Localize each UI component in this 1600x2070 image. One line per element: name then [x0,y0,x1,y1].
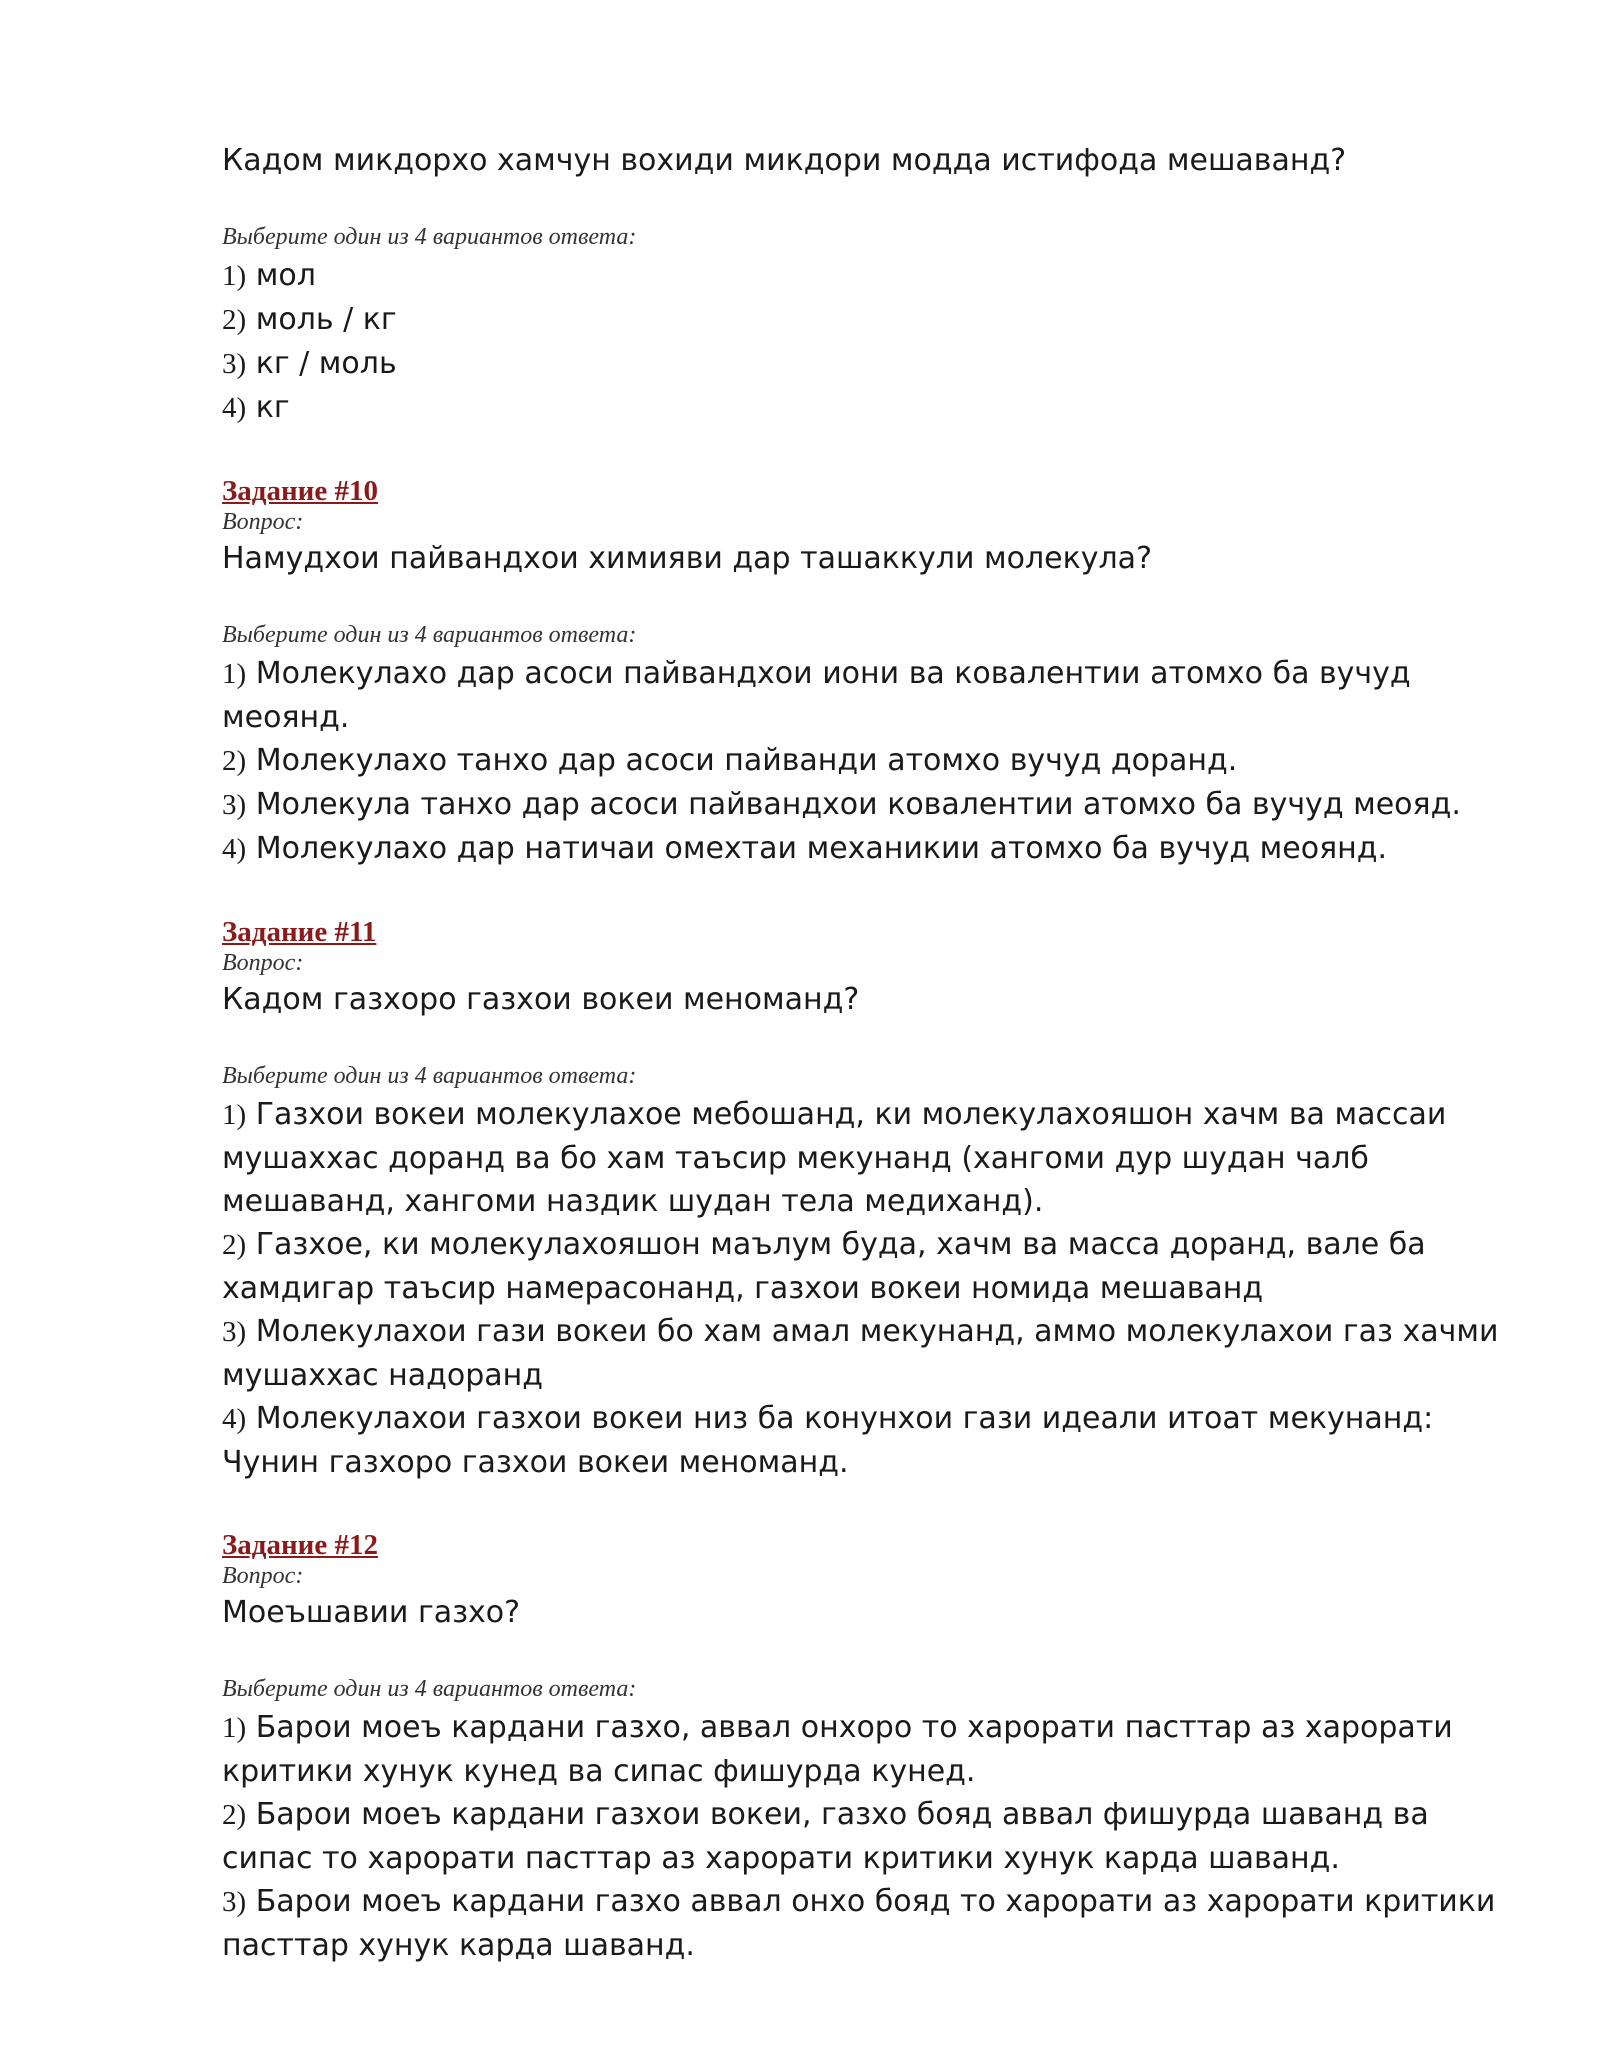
option-number: 4) [222,833,247,865]
option-text: Молекулахои гази вокеи бо хам амал мекунанд, аммо молекулахои газ хачми мушаххас надоранд [222,1314,1499,1393]
question-text: Кадом микдорхо хамчун вохиди микдори модда истифода мешаванд? [222,143,1347,178]
task-title: Задание #11 [222,916,377,948]
option-number: 4) [222,1403,247,1435]
task-title: Задание #12 [222,1529,379,1561]
option-number: 4) [222,392,247,424]
task-block-11 [222,915,1512,1484]
option-number: 1) [222,658,247,690]
option-item [222,827,1512,871]
options-list [222,652,1512,871]
option-text: Газхои вокеи молекулахое мебошанд, ки молекулахояшон хачм ва массаи мушаххас доранд ва бо хам таъсир мекунанд (хангоми дур шудан чалб мешаванд, хангоми наздик шудан тела медиханд). [222,1097,1447,1219]
option-number: 3) [222,789,247,821]
option-text: кг [255,390,290,425]
option-number: 1) [222,1099,247,1131]
option-item [222,652,1512,739]
answer-instruction: Выберите один из 4 вариантов ответа: [222,622,637,648]
option-item [222,1880,1512,1967]
options-list [222,1706,1512,1967]
option-item [222,1793,1512,1880]
task-block-12 [222,1528,1512,1967]
option-number: 3) [222,1886,247,1918]
option-number: 2) [222,745,247,777]
option-text: кг / моль [255,346,397,381]
option-item [222,739,1512,783]
task-block-10 [222,474,1512,871]
option-text: Молекулахо дар асоси пайвандхои иони ва ковалентии атомхо ба вучуд меоянд. [222,656,1411,735]
task-title: Задание #10 [222,475,379,507]
question-text: Намудхои пайвандхои химияви дар ташаккули молекула? [222,541,1152,576]
option-item [222,1706,1512,1793]
option-number: 3) [222,348,247,380]
option-number: 1) [222,1712,247,1744]
answer-instruction: Выберите один из 4 вариантов ответа: [222,1063,637,1089]
option-item [222,1223,1512,1310]
option-number: 1) [222,260,247,292]
option-item [222,254,1512,298]
option-text: Барои моеъ кардани газхои вокеи, газхо бояд аввал фишурда шаванд ва сипас то харорати пасттар аз харорати критики хунук карда шаванд. [222,1797,1429,1876]
question-label: Вопрос: [222,1563,304,1589]
option-item [222,1397,1512,1484]
options-list [222,1093,1512,1484]
options-list [222,254,1512,430]
question-block-9 [222,140,1512,430]
option-text: Молекулахо танхо дар асоси пайванди атомхо вучуд доранд. [255,743,1238,778]
option-text: Молекула танхо дар асоси пайвандхои ковалентии атомхо ба вучуд меояд. [255,787,1461,822]
option-item [222,342,1512,386]
option-text: мол [255,258,316,293]
question-text: Кадом газхоро газхои вокеи меноманд? [222,982,860,1017]
option-number: 2) [222,304,247,336]
option-text: Барои моеъ кардани газхо аввал онхо бояд то харорати аз харорати критики пасттар хунук карда шаванд. [222,1884,1496,1963]
answer-instruction: Выберите один из 4 вариантов ответа: [222,224,637,250]
option-item [222,386,1512,430]
document-page [222,140,1512,1967]
option-text: Газхое, ки молекулахояшон маълум буда, хачм ва масса доранд, вале ба хамдигар таъсир намерасонанд, газхои вокеи номида мешаванд [222,1227,1426,1306]
option-item [222,783,1512,827]
answer-instruction: Выберите один из 4 вариантов ответа: [222,1676,637,1702]
option-number: 3) [222,1316,247,1348]
question-text: Моеъшавии газхо? [222,1595,521,1630]
option-item [222,1093,1512,1223]
question-label: Вопрос: [222,950,304,976]
option-item [222,298,1512,342]
option-text: Молекулахо дар натичаи омехтаи механикии атомхо ба вучуд меоянд. [255,831,1388,866]
option-text: Барои моеъ кардани газхо, аввал онхоро то харорати пасттар аз харорати критики хунук кунед ва сипас фишурда кунед. [222,1710,1453,1789]
option-text: моль / кг [255,302,397,337]
question-label: Вопрос: [222,509,304,535]
option-number: 2) [222,1229,247,1261]
option-number: 2) [222,1799,247,1831]
option-item [222,1310,1512,1397]
option-text: Молекулахои газхои вокеи низ ба конунхои гази идеали итоат мекунанд: Чунин газхоро газхои вокеи меноманд. [222,1401,1434,1480]
